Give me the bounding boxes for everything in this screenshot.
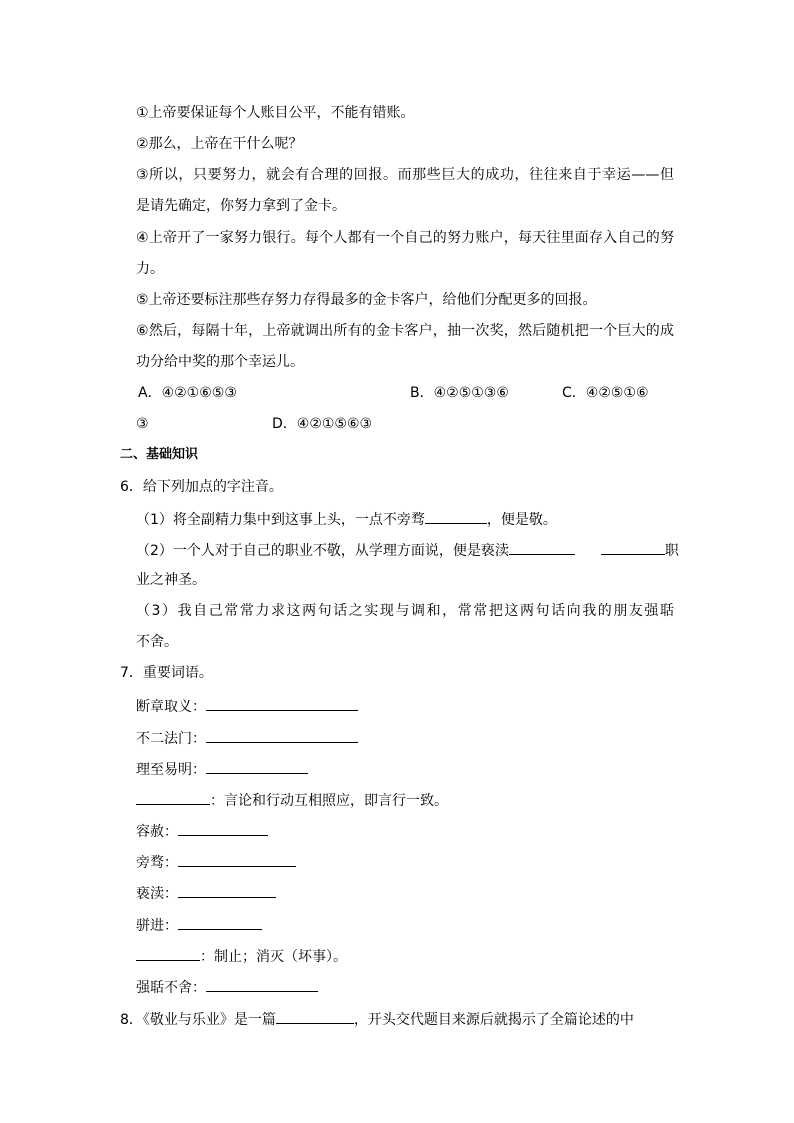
q7-word-8-label: 骈进： <box>136 918 178 934</box>
sentence-4-line-2: 力。 <box>136 261 164 277</box>
option-c-continued: ③ <box>136 416 149 432</box>
q7-blank-5[interactable] <box>178 820 268 836</box>
q7-word-4 <box>136 789 448 809</box>
q7-word-8 <box>136 914 262 934</box>
q6-blank-2a[interactable] <box>509 539 575 555</box>
q6-item-2 <box>136 539 679 559</box>
q7-word-10-label: 强聒不舍： <box>136 980 206 996</box>
sentence-3-line-2: 是请先确定，你努力拿到了金卡。 <box>136 198 346 214</box>
sentence-2: ②那么，上帝在干什么呢？ <box>136 136 303 152</box>
q7-blank-3[interactable] <box>206 758 308 774</box>
q6-item-2-text-b: 职 <box>664 543 679 559</box>
q7-blank-4[interactable] <box>136 789 210 805</box>
q6-blank-2b[interactable] <box>601 539 665 555</box>
q7-word-3-label: 理至易明： <box>136 762 206 778</box>
q6-item-1 <box>136 508 557 528</box>
q6-item-2-text-a: （2）一个人对于自己的职业不敬，从学理方面说，便是亵渎 <box>136 543 509 559</box>
q6-item-1-text-b: ，便是敬。 <box>486 512 557 528</box>
q7-word-7 <box>136 882 276 902</box>
sentence-3-line-1: ③所以，只要努力，就会有合理的回报。而那些巨大的成功，往往来自于幸运——但 <box>136 167 674 183</box>
q8-line-1 <box>120 1008 674 1028</box>
sentence-4-line-1: ④上帝开了一家努力银行。每个人都有一个自己的努力账户，每天往里面存入自己的努 <box>136 230 674 246</box>
q6-item-2-cont: 业之神圣。 <box>136 572 206 588</box>
q7-word-6 <box>136 851 296 871</box>
q7-blank-2[interactable] <box>206 727 358 743</box>
q6-item-1-text-a: （1）将全副精力集中到这事上头，一点不旁骛 <box>136 512 425 528</box>
q7-word-10 <box>136 976 318 996</box>
option-a: A．④②①⑥⑤③ <box>138 385 237 401</box>
q6-title: 6．给下列加点的字注音。 <box>120 479 283 495</box>
q7-blank-9[interactable] <box>136 945 200 961</box>
sentence-6-line-2: 功分给中奖的那个幸运儿。 <box>136 354 304 370</box>
sentence-6-line-1: ⑥然后，每隔十年，上帝就调出所有的金卡客户，抽一次奖，然后随机把一个巨大的成 <box>136 323 674 339</box>
q7-title: 7．重要词语。 <box>120 665 213 681</box>
q7-blank-6[interactable] <box>178 851 296 867</box>
q8-text-a: 8．《敬业与乐业》是一篇 <box>120 1012 276 1028</box>
q7-word-2 <box>136 727 358 747</box>
q7-word-9 <box>136 945 347 965</box>
q7-word-3 <box>136 758 308 778</box>
option-b: B．④②⑤①③⑥ <box>410 385 509 401</box>
sentence-5: ⑤上帝还要标注那些存努力存得最多的金卡客户，给他们分配更多的回报。 <box>136 292 597 308</box>
q7-word-5-label: 容赦： <box>136 824 178 840</box>
q7-blank-1[interactable] <box>206 695 358 711</box>
q7-word-7-label: 亵渎： <box>136 886 178 902</box>
q7-blank-8[interactable] <box>178 914 262 930</box>
q6-item-3-line-1: （3）我自己常常力求这两句话之实现与调和，常常把这两句话向我的朋友强聒 <box>136 603 674 619</box>
q7-blank-7[interactable] <box>178 882 276 898</box>
section-title: 二、基础知识 <box>120 447 199 462</box>
sentence-1: ①上帝要保证每个人账目公平，不能有错账。 <box>136 105 415 121</box>
q8-text-b: ，开头交代题目来源后就揭示了全篇论述的中 <box>353 1012 634 1028</box>
q7-word-9-label: ：制止；消灭（坏事）。 <box>200 949 347 965</box>
q7-word-1 <box>136 695 358 715</box>
q7-word-2-label: 不二法门： <box>136 731 206 747</box>
option-d: D．④②①⑤⑥③ <box>272 416 373 432</box>
q6-blank-1[interactable] <box>425 508 487 524</box>
q7-blank-10[interactable] <box>206 976 318 992</box>
q8-blank-1[interactable] <box>276 1008 354 1024</box>
q6-item-3-line-2: 不舍。 <box>136 634 178 650</box>
q7-word-6-label: 旁骛： <box>136 855 178 871</box>
q7-word-1-label: 断章取义： <box>136 699 206 715</box>
q7-word-5 <box>136 820 268 840</box>
option-c: C．④②⑤①⑥ <box>562 385 649 401</box>
q7-word-4-label: ：言论和行动互相照应，即言行一致。 <box>210 793 448 809</box>
